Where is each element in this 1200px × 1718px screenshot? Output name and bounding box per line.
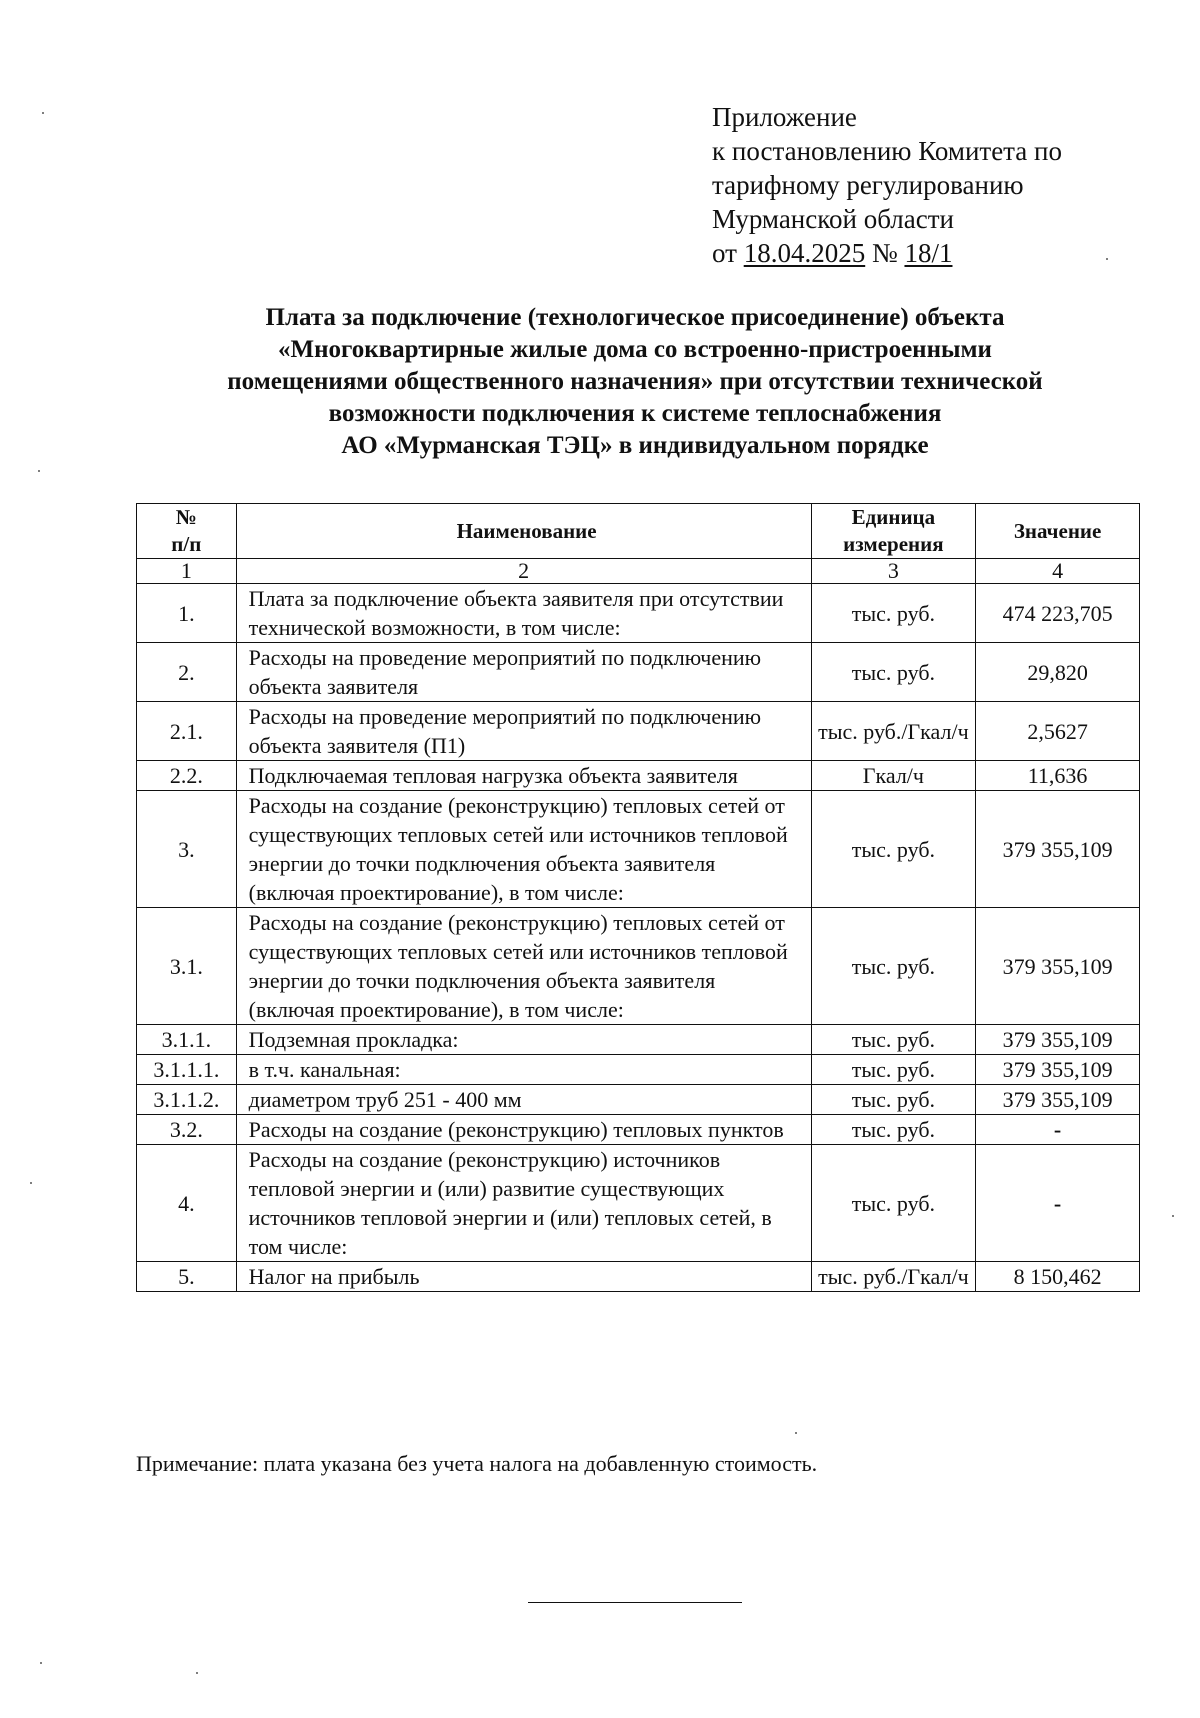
- row-unit: тыс. руб.: [811, 643, 976, 702]
- scan-speck: [40, 1662, 42, 1664]
- row-name: Расходы на создание (реконструкцию) тепловых сетей от существующих тепловых сетей или источников тепловой энергии до точки подключения объекта заявителя (включая проектирование), в том числе:: [236, 908, 811, 1025]
- row-number: 3.2.: [137, 1115, 237, 1145]
- table-row: [137, 761, 1140, 791]
- column-index-3: 3: [811, 559, 976, 584]
- header-unit-line-2: измерения: [843, 532, 944, 556]
- title-line-3: помещениями общественного назначения» при отсутствии технической: [227, 368, 1043, 395]
- appendix-date-line: [712, 236, 1062, 270]
- table-header-row: [137, 504, 1140, 559]
- row-number: 1.: [137, 584, 237, 643]
- title-line-1: Плата за подключение (технологическое присоединение) объекта: [265, 304, 1005, 331]
- row-name: диаметром труб 251 - 400 мм: [236, 1085, 811, 1115]
- row-name: Расходы на проведение мероприятий по подключению объекта заявителя (П1): [236, 702, 811, 761]
- table-row: [137, 1055, 1140, 1085]
- row-name: Налог на прибыль: [236, 1262, 811, 1292]
- row-value: 474 223,705: [976, 584, 1140, 643]
- row-number: 3.1.1.: [137, 1025, 237, 1055]
- table-row: [137, 584, 1140, 643]
- row-unit: Гкал/ч: [811, 761, 976, 791]
- tariff-table: [136, 503, 1140, 1292]
- row-unit: тыс. руб.: [811, 791, 976, 908]
- header-name: Наименование: [236, 504, 811, 559]
- row-unit: тыс. руб.: [811, 1025, 976, 1055]
- row-unit: тыс. руб.: [811, 908, 976, 1025]
- row-name: Расходы на создание (реконструкцию) источников тепловой энергии и (или) развитие существующих источников тепловой энергии и (или) тепловых сетей, в том числе:: [236, 1145, 811, 1262]
- appendix-block: [712, 100, 1062, 270]
- row-name: Подземная прокладка:: [236, 1025, 811, 1055]
- row-value: 379 355,109: [976, 908, 1140, 1025]
- row-value: 29,820: [976, 643, 1140, 702]
- table-row: [137, 643, 1140, 702]
- header-number: [137, 504, 237, 559]
- scan-speck: [30, 1182, 32, 1184]
- row-number: 3.1.: [137, 908, 237, 1025]
- header-unit: [811, 504, 976, 559]
- row-unit: тыс. руб./Гкал/ч: [811, 1262, 976, 1292]
- column-index-2: 2: [236, 559, 811, 584]
- row-name: Подключаемая тепловая нагрузка объекта заявителя: [236, 761, 811, 791]
- appendix-line-2: к постановлению Комитета по: [712, 136, 1062, 166]
- appendix-line-4: Мурманской области: [712, 204, 954, 234]
- appendix-date-prefix: от: [712, 238, 737, 268]
- row-unit: тыс. руб.: [811, 1145, 976, 1262]
- column-index-4: 4: [976, 559, 1140, 584]
- row-value: 379 355,109: [976, 1055, 1140, 1085]
- table-row: [137, 702, 1140, 761]
- appendix-date: 18.04.2025: [743, 238, 866, 268]
- row-value: 379 355,109: [976, 791, 1140, 908]
- row-number: 3.: [137, 791, 237, 908]
- row-name: Расходы на создание (реконструкцию) тепловых сетей от существующих тепловых сетей или источников тепловой энергии до точки подключения объекта заявителя (включая проектирование), в том числе:: [236, 791, 811, 908]
- scan-speck: [795, 1432, 797, 1434]
- row-number: 3.1.1.2.: [137, 1085, 237, 1115]
- column-index-row: [137, 559, 1140, 584]
- table-row: [137, 908, 1140, 1025]
- row-unit: тыс. руб.: [811, 1115, 976, 1145]
- row-name: Плата за подключение объекта заявителя при отсутствии технической возможности, в том числе:: [236, 584, 811, 643]
- row-value: 8 150,462: [976, 1262, 1140, 1292]
- scan-speck: [196, 1672, 198, 1674]
- row-name: Расходы на проведение мероприятий по подключению объекта заявителя: [236, 643, 811, 702]
- row-number: 2.2.: [137, 761, 237, 791]
- row-value: -: [976, 1145, 1140, 1262]
- appendix-line-1: Приложение: [712, 102, 857, 132]
- row-number: 5.: [137, 1262, 237, 1292]
- row-unit: тыс. руб./Гкал/ч: [811, 702, 976, 761]
- title-line-5: АО «Мурманская ТЭЦ» в индивидуальном порядке: [341, 432, 929, 459]
- row-number: 2.1.: [137, 702, 237, 761]
- end-divider: [528, 1602, 742, 1603]
- header-value: Значение: [976, 504, 1140, 559]
- table-row: [137, 1262, 1140, 1292]
- header-unit-line-1: Единица: [851, 505, 936, 529]
- appendix-line-3: тарифному регулированию: [712, 170, 1024, 200]
- row-value: 11,636: [976, 761, 1140, 791]
- title-line-4: возможности подключения к системе теплоснабжения: [328, 400, 942, 427]
- appendix-number-sign: №: [871, 238, 898, 268]
- header-number-pp: п/п: [171, 532, 202, 556]
- row-unit: тыс. руб.: [811, 1085, 976, 1115]
- scan-speck: [42, 112, 44, 114]
- table-row: [137, 1085, 1140, 1115]
- header-number-sign: №: [175, 505, 197, 529]
- row-value: -: [976, 1115, 1140, 1145]
- scan-speck: [1106, 258, 1108, 260]
- row-number: 4.: [137, 1145, 237, 1262]
- row-value: 2,5627: [976, 702, 1140, 761]
- table-row: [137, 1025, 1140, 1055]
- table-row: [137, 791, 1140, 908]
- row-number: 3.1.1.1.: [137, 1055, 237, 1085]
- document-title: [130, 302, 1140, 462]
- footnote: Примечание: плата указана без учета налога на добавленную стоимость.: [136, 1451, 818, 1476]
- row-value: 379 355,109: [976, 1085, 1140, 1115]
- column-index-1: 1: [137, 559, 237, 584]
- title-line-2: «Многоквартирные жилые дома со встроенно-пристроенными: [278, 336, 992, 363]
- row-name: Расходы на создание (реконструкцию) тепловых пунктов: [236, 1115, 811, 1145]
- scan-speck: [38, 470, 40, 472]
- row-name: в т.ч. канальная:: [236, 1055, 811, 1085]
- appendix-number: 18/1: [904, 238, 953, 268]
- row-unit: тыс. руб.: [811, 1055, 976, 1085]
- scan-speck: [1172, 1215, 1174, 1217]
- table-row: [137, 1115, 1140, 1145]
- row-number: 2.: [137, 643, 237, 702]
- row-value: 379 355,109: [976, 1025, 1140, 1055]
- table-row: [137, 1145, 1140, 1262]
- row-unit: тыс. руб.: [811, 584, 976, 643]
